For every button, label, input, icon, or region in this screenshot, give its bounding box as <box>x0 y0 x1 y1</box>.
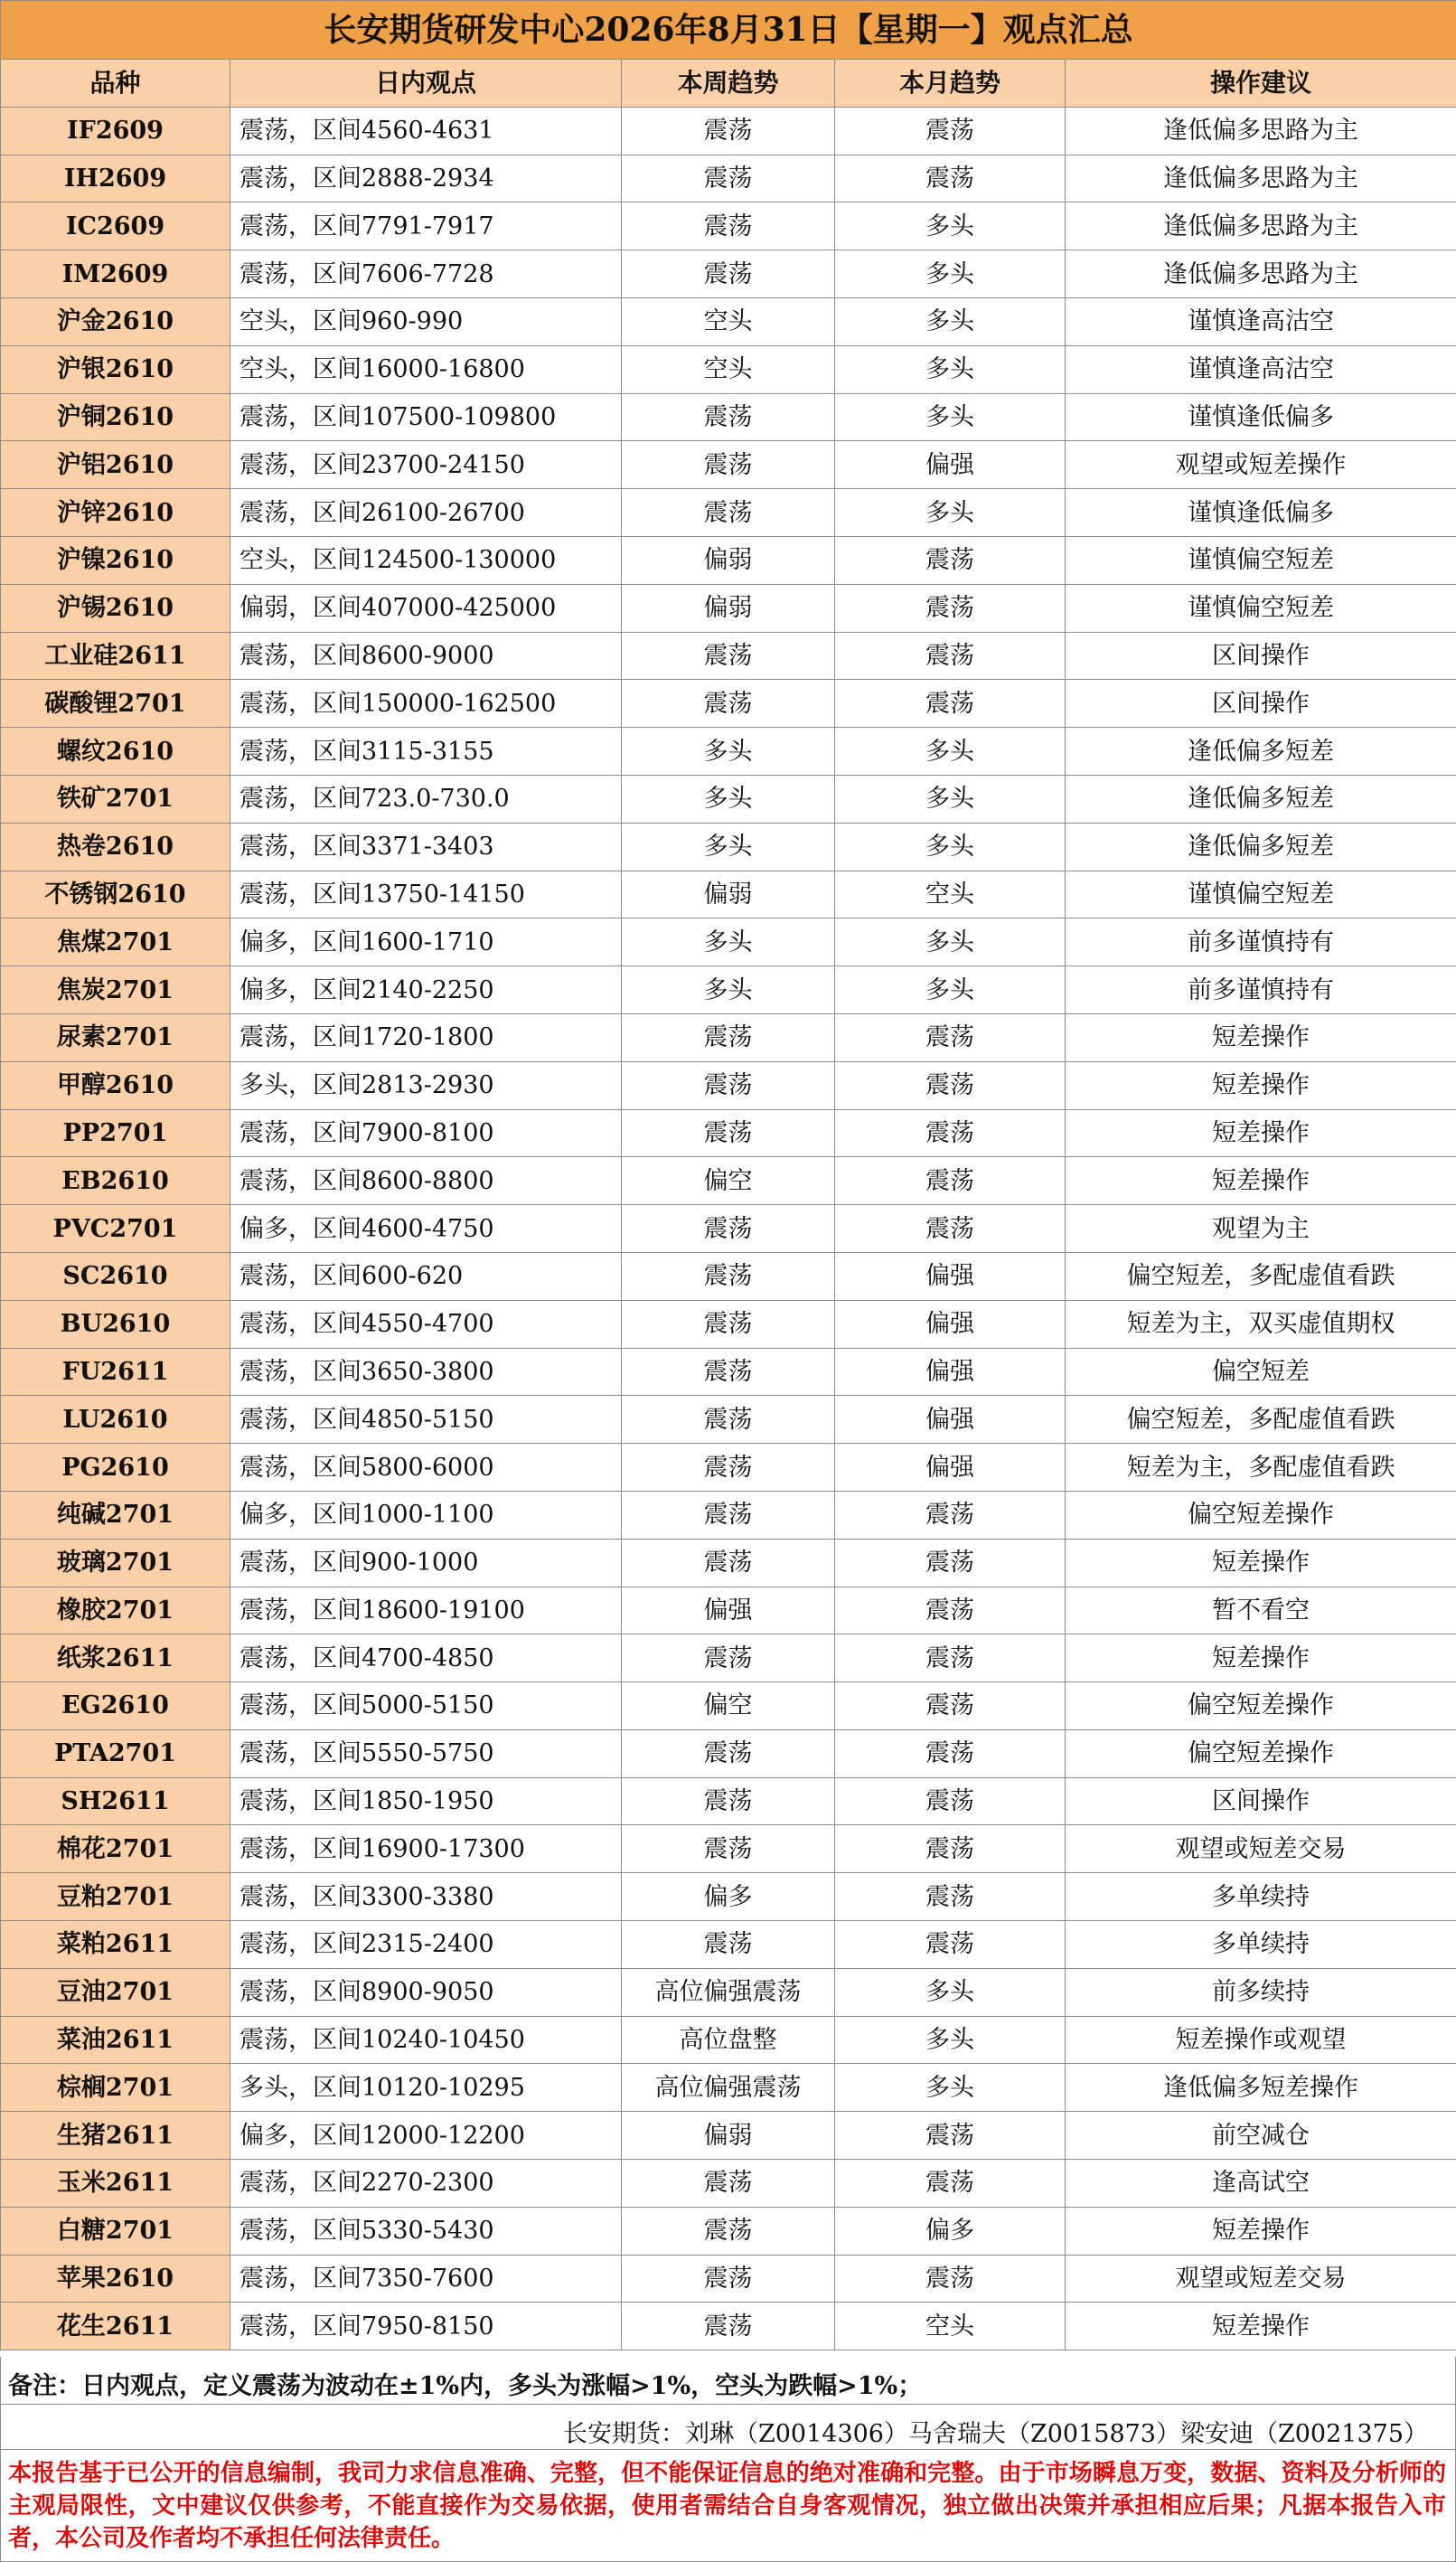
weekly-trend-cell: 震荡 <box>622 1921 835 1969</box>
symbol-cell: PVC2701 <box>1 1205 230 1253</box>
symbol-cell: 苹果2610 <box>1 2255 230 2303</box>
weekly-trend-cell: 震荡 <box>622 1634 835 1682</box>
weekly-trend-cell: 偏空 <box>622 1682 835 1730</box>
monthly-trend-cell: 多头 <box>835 1968 1066 2016</box>
header-monthly-trend: 本月趋势 <box>835 60 1066 108</box>
weekly-trend-cell: 空头 <box>622 297 835 345</box>
monthly-trend-cell: 多头 <box>835 966 1066 1014</box>
table-row <box>1 1491 1456 1539</box>
intraday-view-cell: 震荡，区间5550-5750 <box>230 1729 622 1777</box>
weekly-trend-cell: 震荡 <box>622 393 835 441</box>
intraday-view-cell: 震荡，区间5000-5150 <box>230 1682 622 1730</box>
table-row <box>1 1444 1456 1492</box>
intraday-view-cell: 震荡，区间13750-14150 <box>230 871 622 918</box>
weekly-trend-cell: 多头 <box>622 775 835 823</box>
table-row <box>1 1777 1456 1825</box>
symbol-cell: 棕榈2701 <box>1 2064 230 2112</box>
symbol-cell: 纯碱2701 <box>1 1491 230 1539</box>
intraday-view-cell: 震荡，区间3115-3155 <box>230 728 622 776</box>
advice-cell: 谨慎逢高沽空 <box>1066 345 1456 393</box>
table-row <box>1 1061 1456 1109</box>
intraday-view-cell: 震荡，区间4560-4631 <box>230 107 622 155</box>
intraday-view-cell: 偏弱，区间407000-425000 <box>230 584 622 632</box>
advice-cell: 前空减仓 <box>1066 2112 1456 2160</box>
intraday-view-cell: 震荡，区间723.0-730.0 <box>230 775 622 823</box>
report-title: 长安期货研发中心2026年8月31日【星期一】观点汇总 <box>1 1 1456 60</box>
symbol-cell: 沪锡2610 <box>1 584 230 632</box>
table-row <box>1 2207 1456 2255</box>
symbol-cell: 沪锌2610 <box>1 489 230 537</box>
monthly-trend-cell: 多头 <box>835 489 1066 537</box>
symbol-cell: EG2610 <box>1 1682 230 1730</box>
symbol-cell: IH2609 <box>1 155 230 203</box>
symbol-cell: IC2609 <box>1 203 230 250</box>
advice-cell: 观望为主 <box>1066 1205 1456 1253</box>
symbol-cell: 菜粕2611 <box>1 1921 230 1969</box>
symbol-cell: 豆粕2701 <box>1 1873 230 1921</box>
weekly-trend-cell: 震荡 <box>622 1252 835 1300</box>
symbol-cell: 沪镍2610 <box>1 536 230 584</box>
intraday-view-cell: 震荡，区间4850-5150 <box>230 1396 622 1444</box>
intraday-view-cell: 震荡，区间900-1000 <box>230 1539 622 1587</box>
monthly-trend-cell: 偏强 <box>835 1252 1066 1300</box>
weekly-trend-cell: 偏弱 <box>622 871 835 918</box>
weekly-trend-cell: 多头 <box>622 966 835 1014</box>
weekly-trend-cell: 震荡 <box>622 2255 835 2303</box>
table-row <box>1 536 1456 584</box>
intraday-view-cell: 震荡，区间2888-2934 <box>230 155 622 203</box>
advice-cell: 暂不看空 <box>1066 1587 1456 1634</box>
monthly-trend-cell: 多头 <box>835 393 1066 441</box>
intraday-view-cell: 震荡，区间107500-109800 <box>230 393 622 441</box>
monthly-trend-cell: 空头 <box>835 871 1066 918</box>
table-row <box>1 2064 1456 2112</box>
weekly-trend-cell: 震荡 <box>622 1013 835 1061</box>
advice-cell: 逢低偏多思路为主 <box>1066 250 1456 298</box>
advice-cell: 前多谨慎持有 <box>1066 918 1456 966</box>
advice-cell: 逢低偏多短差 <box>1066 728 1456 776</box>
disclaimer-text: 本报告基于已公开的信息编制，我司力求信息准确、完整，但不能保证信息的绝对准确和完整。由于市场瞬息万变，数据、资料及分析师的主观局限性，文中建议仅供参考，不能直接作为交易依据，使用者需结合自身客观情况，独立做出决策并承担相应后果；凡据本报告入市者，本公司及作者均不承担任何法律责任。 <box>0 2450 1456 2562</box>
intraday-view-cell: 震荡，区间10240-10450 <box>230 2016 622 2064</box>
monthly-trend-cell: 多头 <box>835 297 1066 345</box>
monthly-trend-cell: 多头 <box>835 345 1066 393</box>
symbol-cell: BU2610 <box>1 1300 230 1348</box>
symbol-cell: SC2610 <box>1 1252 230 1300</box>
advice-cell: 逢低偏多思路为主 <box>1066 155 1456 203</box>
table-row <box>1 1252 1456 1300</box>
symbol-cell: FU2611 <box>1 1348 230 1396</box>
weekly-trend-cell: 震荡 <box>622 1491 835 1539</box>
monthly-trend-cell: 偏多 <box>835 2207 1066 2255</box>
table-row <box>1 1539 1456 1587</box>
monthly-trend-cell: 震荡 <box>835 1921 1066 1969</box>
weekly-trend-cell: 震荡 <box>622 1061 835 1109</box>
weekly-trend-cell: 偏弱 <box>622 2112 835 2160</box>
weekly-trend-cell: 震荡 <box>622 250 835 298</box>
monthly-trend-cell: 多头 <box>835 2016 1066 2064</box>
table-row <box>1 680 1456 728</box>
weekly-trend-cell: 震荡 <box>622 107 835 155</box>
symbol-cell: IM2609 <box>1 250 230 298</box>
weekly-trend-cell: 震荡 <box>622 2303 835 2350</box>
table-row <box>1 632 1456 680</box>
monthly-trend-cell: 震荡 <box>835 632 1066 680</box>
table-row <box>1 1729 1456 1777</box>
symbol-cell: PTA2701 <box>1 1729 230 1777</box>
advice-cell: 谨慎偏空短差 <box>1066 871 1456 918</box>
advice-cell: 谨慎逢低偏多 <box>1066 489 1456 537</box>
intraday-view-cell: 震荡，区间150000-162500 <box>230 680 622 728</box>
advice-cell: 前多续持 <box>1066 1968 1456 2016</box>
symbol-cell: IF2609 <box>1 107 230 155</box>
intraday-view-cell: 震荡，区间7606-7728 <box>230 250 622 298</box>
weekly-trend-cell: 高位偏强震荡 <box>622 2064 835 2112</box>
weekly-trend-cell: 震荡 <box>622 155 835 203</box>
intraday-view-cell: 震荡，区间1850-1950 <box>230 1777 622 1825</box>
symbol-cell: EB2610 <box>1 1157 230 1205</box>
monthly-trend-cell: 多头 <box>835 775 1066 823</box>
table-row <box>1 1873 1456 1921</box>
monthly-trend-cell: 震荡 <box>835 1634 1066 1682</box>
advice-cell: 短差操作 <box>1066 1157 1456 1205</box>
advice-cell: 短差操作 <box>1066 1109 1456 1157</box>
intraday-view-cell: 偏多，区间2140-2250 <box>230 966 622 1014</box>
table-row <box>1 1587 1456 1634</box>
table-row <box>1 1300 1456 1348</box>
intraday-view-cell: 震荡，区间7791-7917 <box>230 203 622 250</box>
weekly-trend-cell: 偏弱 <box>622 584 835 632</box>
weekly-trend-cell: 震荡 <box>622 1348 835 1396</box>
intraday-view-cell: 震荡，区间3300-3380 <box>230 1873 622 1921</box>
advice-cell: 逢低偏多短差操作 <box>1066 2064 1456 2112</box>
intraday-view-cell: 空头，区间16000-16800 <box>230 345 622 393</box>
intraday-view-cell: 震荡，区间8900-9050 <box>230 1968 622 2016</box>
advice-cell: 逢高试空 <box>1066 2160 1456 2208</box>
monthly-trend-cell: 震荡 <box>835 2160 1066 2208</box>
monthly-trend-cell: 多头 <box>835 918 1066 966</box>
intraday-view-cell: 偏多，区间1600-1710 <box>230 918 622 966</box>
symbol-cell: 橡胶2701 <box>1 1587 230 1634</box>
advice-cell: 逢低偏多短差 <box>1066 775 1456 823</box>
table-row <box>1 966 1456 1014</box>
intraday-view-cell: 震荡，区间3371-3403 <box>230 823 622 871</box>
weekly-trend-cell: 偏空 <box>622 1157 835 1205</box>
table-row <box>1 393 1456 441</box>
intraday-view-cell: 震荡，区间4700-4850 <box>230 1634 622 1682</box>
intraday-view-cell: 震荡，区间26100-26700 <box>230 489 622 537</box>
symbol-cell: 沪银2610 <box>1 345 230 393</box>
table-row <box>1 1157 1456 1205</box>
table-row <box>1 1396 1456 1444</box>
monthly-trend-cell: 偏强 <box>835 1396 1066 1444</box>
symbol-cell: 沪铝2610 <box>1 441 230 489</box>
table-row <box>1 2303 1456 2350</box>
weekly-trend-cell: 偏多 <box>622 1873 835 1921</box>
monthly-trend-cell: 偏强 <box>835 1300 1066 1348</box>
symbol-cell: SH2611 <box>1 1777 230 1825</box>
advice-cell: 逢低偏多思路为主 <box>1066 107 1456 155</box>
table-row <box>1 1825 1456 1873</box>
advice-cell: 多单续持 <box>1066 1873 1456 1921</box>
table-row <box>1 297 1456 345</box>
monthly-trend-cell: 震荡 <box>835 1539 1066 1587</box>
intraday-view-cell: 多头，区间2813-2930 <box>230 1061 622 1109</box>
monthly-trend-cell: 震荡 <box>835 1205 1066 1253</box>
table-row <box>1 2016 1456 2064</box>
intraday-view-cell: 多头，区间10120-10295 <box>230 2064 622 2112</box>
monthly-trend-cell: 震荡 <box>835 1682 1066 1730</box>
monthly-trend-cell: 震荡 <box>835 2255 1066 2303</box>
table-row <box>1 1921 1456 1969</box>
symbol-cell: 棉花2701 <box>1 1825 230 1873</box>
advice-cell: 区间操作 <box>1066 632 1456 680</box>
table-row <box>1 2160 1456 2208</box>
header-advice: 操作建议 <box>1066 60 1456 108</box>
symbol-cell: 玻璃2701 <box>1 1539 230 1587</box>
table-row <box>1 441 1456 489</box>
symbol-cell: 工业硅2611 <box>1 632 230 680</box>
intraday-view-cell: 震荡，区间8600-9000 <box>230 632 622 680</box>
weekly-trend-cell: 震荡 <box>622 1825 835 1873</box>
weekly-trend-cell: 震荡 <box>622 1539 835 1587</box>
header-row <box>1 60 1456 108</box>
weekly-trend-cell: 震荡 <box>622 632 835 680</box>
table-row <box>1 1205 1456 1253</box>
intraday-view-cell: 震荡，区间600-620 <box>230 1252 622 1300</box>
intraday-view-cell: 震荡，区间16900-17300 <box>230 1825 622 1873</box>
weekly-trend-cell: 震荡 <box>622 2207 835 2255</box>
intraday-view-cell: 空头，区间124500-130000 <box>230 536 622 584</box>
advice-cell: 区间操作 <box>1066 680 1456 728</box>
symbol-cell: 甲醇2610 <box>1 1061 230 1109</box>
table-row <box>1 1109 1456 1157</box>
symbol-cell: 菜油2611 <box>1 2016 230 2064</box>
advice-cell: 短差操作或观望 <box>1066 2016 1456 2064</box>
advice-cell: 区间操作 <box>1066 1777 1456 1825</box>
advice-cell: 短差操作 <box>1066 1539 1456 1587</box>
symbol-cell: 焦煤2701 <box>1 918 230 966</box>
monthly-trend-cell: 震荡 <box>835 1013 1066 1061</box>
weekly-trend-cell: 震荡 <box>622 203 835 250</box>
advice-cell: 谨慎偏空短差 <box>1066 584 1456 632</box>
symbol-cell: PG2610 <box>1 1444 230 1492</box>
weekly-trend-cell: 震荡 <box>622 1729 835 1777</box>
weekly-trend-cell: 震荡 <box>622 1444 835 1492</box>
symbol-cell: 尿素2701 <box>1 1013 230 1061</box>
symbol-cell: 白糖2701 <box>1 2207 230 2255</box>
intraday-view-cell: 偏多，区间1000-1100 <box>230 1491 622 1539</box>
table-row <box>1 1348 1456 1396</box>
monthly-trend-cell: 震荡 <box>835 1777 1066 1825</box>
table-row <box>1 1634 1456 1682</box>
weekly-trend-cell: 震荡 <box>622 1396 835 1444</box>
monthly-trend-cell: 偏强 <box>835 441 1066 489</box>
weekly-trend-cell: 偏弱 <box>622 536 835 584</box>
table-row <box>1 871 1456 918</box>
weekly-trend-cell: 震荡 <box>622 489 835 537</box>
advice-cell: 短差为主，多配虚值看跌 <box>1066 1444 1456 1492</box>
intraday-view-cell: 震荡，区间7900-8100 <box>230 1109 622 1157</box>
advice-cell: 观望或短差操作 <box>1066 441 1456 489</box>
advice-cell: 偏空短差操作 <box>1066 1491 1456 1539</box>
monthly-trend-cell: 震荡 <box>835 1729 1066 1777</box>
symbol-cell: 螺纹2610 <box>1 728 230 776</box>
advice-cell: 短差操作 <box>1066 1013 1456 1061</box>
intraday-view-cell: 偏多，区间12000-12200 <box>230 2112 622 2160</box>
advice-cell: 偏空短差，多配虚值看跌 <box>1066 1396 1456 1444</box>
table-row <box>1 345 1456 393</box>
table-row <box>1 823 1456 871</box>
weekly-trend-cell: 多头 <box>622 823 835 871</box>
intraday-view-cell: 偏多，区间4600-4750 <box>230 1205 622 1253</box>
symbol-cell: 生猪2611 <box>1 2112 230 2160</box>
symbol-cell: 豆油2701 <box>1 1968 230 2016</box>
intraday-view-cell: 震荡，区间5330-5430 <box>230 2207 622 2255</box>
header-symbol: 品种 <box>1 60 230 108</box>
monthly-trend-cell: 多头 <box>835 728 1066 776</box>
table-body <box>1 1 1456 2350</box>
advice-cell: 偏空短差，多配虚值看跌 <box>1066 1252 1456 1300</box>
advice-cell: 偏空短差操作 <box>1066 1682 1456 1730</box>
monthly-trend-cell: 多头 <box>835 250 1066 298</box>
title-row <box>1 1 1456 60</box>
symbol-cell: 焦炭2701 <box>1 966 230 1014</box>
intraday-view-cell: 空头，区间960-990 <box>230 297 622 345</box>
intraday-view-cell: 震荡，区间8600-8800 <box>230 1157 622 1205</box>
table-row <box>1 2112 1456 2160</box>
weekly-trend-cell: 高位偏强震荡 <box>622 1968 835 2016</box>
monthly-trend-cell: 震荡 <box>835 1061 1066 1109</box>
intraday-view-cell: 震荡，区间4550-4700 <box>230 1300 622 1348</box>
monthly-trend-cell: 震荡 <box>835 680 1066 728</box>
monthly-trend-cell: 震荡 <box>835 2112 1066 2160</box>
table-row <box>1 107 1456 155</box>
table-row <box>1 2255 1456 2303</box>
table-row <box>1 203 1456 250</box>
table-row <box>1 775 1456 823</box>
advice-cell: 偏空短差操作 <box>1066 1729 1456 1777</box>
monthly-trend-cell: 震荡 <box>835 536 1066 584</box>
symbol-cell: 不锈钢2610 <box>1 871 230 918</box>
intraday-view-cell: 震荡，区间23700-24150 <box>230 441 622 489</box>
monthly-trend-cell: 震荡 <box>835 1491 1066 1539</box>
table-row <box>1 918 1456 966</box>
monthly-trend-cell: 偏强 <box>835 1348 1066 1396</box>
weekly-trend-cell: 震荡 <box>622 441 835 489</box>
authors-line: 长安期货：刘琳（Z0014306）马舍瑞夫（Z0015873）梁安迪（Z0021375） <box>0 2405 1456 2450</box>
monthly-trend-cell: 震荡 <box>835 1587 1066 1634</box>
monthly-trend-cell: 震荡 <box>835 107 1066 155</box>
table-row <box>1 1682 1456 1730</box>
monthly-trend-cell: 震荡 <box>835 584 1066 632</box>
weekly-trend-cell: 偏强 <box>622 1587 835 1634</box>
symbol-cell: 花生2611 <box>1 2303 230 2350</box>
symbol-cell: PP2701 <box>1 1109 230 1157</box>
symbol-cell: 纸浆2611 <box>1 1634 230 1682</box>
table-row <box>1 489 1456 537</box>
monthly-trend-cell: 多头 <box>835 823 1066 871</box>
advice-cell: 短差操作 <box>1066 2303 1456 2350</box>
advice-cell: 逢低偏多短差 <box>1066 823 1456 871</box>
advice-cell: 多单续持 <box>1066 1921 1456 1969</box>
advice-cell: 观望或短差交易 <box>1066 1825 1456 1873</box>
monthly-trend-cell: 震荡 <box>835 1825 1066 1873</box>
table-row <box>1 155 1456 203</box>
symbol-cell: 热卷2610 <box>1 823 230 871</box>
monthly-trend-cell: 震荡 <box>835 1109 1066 1157</box>
intraday-view-cell: 震荡，区间7950-8150 <box>230 2303 622 2350</box>
monthly-trend-cell: 多头 <box>835 203 1066 250</box>
intraday-view-cell: 震荡，区间7350-7600 <box>230 2255 622 2303</box>
symbol-cell: LU2610 <box>1 1396 230 1444</box>
advice-cell: 偏空短差 <box>1066 1348 1456 1396</box>
weekly-trend-cell: 震荡 <box>622 1109 835 1157</box>
intraday-view-cell: 震荡，区间2315-2400 <box>230 1921 622 1969</box>
monthly-trend-cell: 多头 <box>835 2064 1066 2112</box>
weekly-trend-cell: 多头 <box>622 918 835 966</box>
intraday-view-cell: 震荡，区间3650-3800 <box>230 1348 622 1396</box>
advice-cell: 短差为主，双买虚值期权 <box>1066 1300 1456 1348</box>
advice-cell: 逢低偏多思路为主 <box>1066 203 1456 250</box>
weekly-trend-cell: 震荡 <box>622 1205 835 1253</box>
symbol-cell: 碳酸锂2701 <box>1 680 230 728</box>
monthly-trend-cell: 震荡 <box>835 1157 1066 1205</box>
header-intraday-view: 日内观点 <box>230 60 622 108</box>
weekly-trend-cell: 震荡 <box>622 1300 835 1348</box>
table-row <box>1 584 1456 632</box>
monthly-trend-cell: 偏强 <box>835 1444 1066 1492</box>
weekly-trend-cell: 高位盘整 <box>622 2016 835 2064</box>
table-row <box>1 1968 1456 2016</box>
intraday-view-cell: 震荡，区间5800-6000 <box>230 1444 622 1492</box>
advice-cell: 短差操作 <box>1066 1634 1456 1682</box>
advice-cell: 谨慎逢高沽空 <box>1066 297 1456 345</box>
header-weekly-trend: 本周趋势 <box>622 60 835 108</box>
table-row <box>1 728 1456 776</box>
weekly-trend-cell: 震荡 <box>622 680 835 728</box>
monthly-trend-cell: 空头 <box>835 2303 1066 2350</box>
weekly-trend-cell: 震荡 <box>622 2160 835 2208</box>
advice-cell: 前多谨慎持有 <box>1066 966 1456 1014</box>
intraday-view-cell: 震荡，区间1720-1800 <box>230 1013 622 1061</box>
weekly-trend-cell: 多头 <box>622 728 835 776</box>
symbol-cell: 铁矿2701 <box>1 775 230 823</box>
advice-cell: 观望或短差交易 <box>1066 2255 1456 2303</box>
weekly-trend-cell: 空头 <box>622 345 835 393</box>
intraday-view-cell: 震荡，区间2270-2300 <box>230 2160 622 2208</box>
monthly-trend-cell: 震荡 <box>835 155 1066 203</box>
advice-cell: 谨慎逢低偏多 <box>1066 393 1456 441</box>
monthly-trend-cell: 震荡 <box>835 1873 1066 1921</box>
advice-cell: 短差操作 <box>1066 2207 1456 2255</box>
remark-note: 备注：日内观点，定义震荡为波动在±1%内，多头为涨幅>1%，空头为跌幅>1%； <box>0 2357 1456 2405</box>
advice-cell: 谨慎偏空短差 <box>1066 536 1456 584</box>
intraday-view-cell: 震荡，区间18600-19100 <box>230 1587 622 1634</box>
table-row <box>1 1013 1456 1061</box>
symbol-cell: 沪铜2610 <box>1 393 230 441</box>
advice-cell: 短差操作 <box>1066 1061 1456 1109</box>
symbol-cell: 沪金2610 <box>1 297 230 345</box>
symbol-cell: 玉米2611 <box>1 2160 230 2208</box>
weekly-trend-cell: 震荡 <box>622 1777 835 1825</box>
table-row <box>1 250 1456 298</box>
